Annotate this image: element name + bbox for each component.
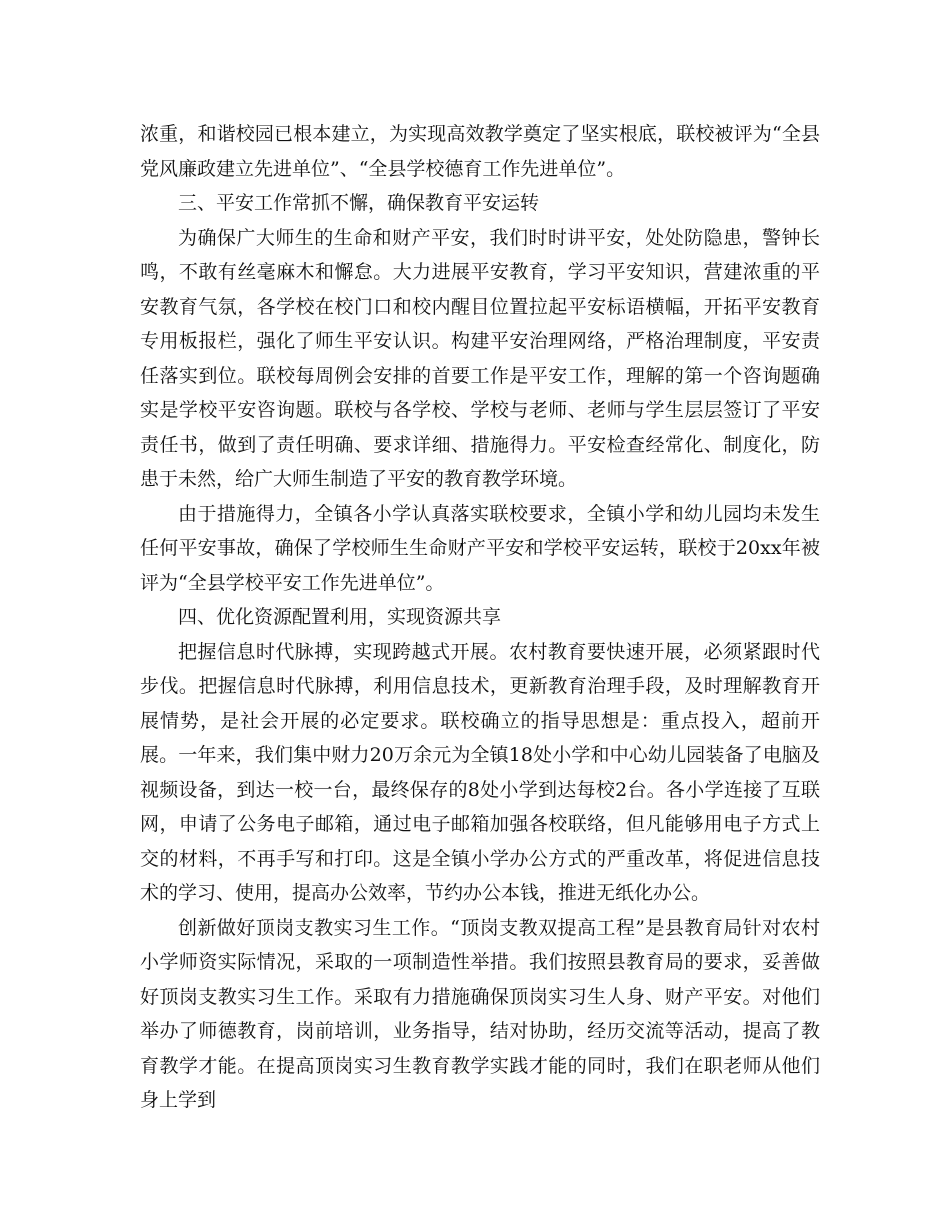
paragraph-5: 创新做好顶岗支教实习生工作。“顶岗支教双提高工程”是县教育局针对农村小学师资实际情况，采取的一项制造性举措。我们按照县教育局的要求，妥善做好顶岗支教实习生工作。采取有力措施确保顶岗实习生人身、财产平安。对他们举办了师德教育，岗前培训，业务指导，结对协助，经历交流等活动，提高了教育教学才能。在提高顶岗实习生教育教学实践才能的同时，我们在职老师从他们身上学到 [140,916,820,1111]
paragraph-3: 由于措施得力，全镇各小学认真落实联校要求，全镇小学和幼儿园均未发生任何平安事故，确保了学校师生生命财产平安和学校平安运转，联校于20xx年被评为“全县学校平安工作先进单位”。 [140,502,820,594]
paragraph-4: 把握信息时代脉搏，实现跨越式开展。农村教育要快速开展，必须紧跟时代步伐。把握信息时代脉搏，利用信息技术，更新教育治理手段，及时理解教育开展情势，是社会开展的必定要求。联校确立的指导思想是：重点投入，超前开展。一年来，我们集中财力20万余元为全镇18处小学和中心幼儿园装备了电脑及视频设备，到达一校一台，最终保存的8处小学到达每校2台。各小学连接了互联网，申请了公务电子邮箱，通过电子邮箱加强各校联络，但凡能够用电子方式上交的材料，不再手写和打印。这是全镇小学办公方式的严重改革，将促进信息技术的学习、使用，提高办公效率，节约办公本钱，推进无纸化办公。 [140,640,820,904]
paragraph-1: 浓重，和谐校园已根本建立，为实现高效教学奠定了坚实根底，联校被评为“全县党风廉政建立先进单位”、“全县学校德育工作先进单位”。 [140,123,820,180]
paragraph-2: 为确保广大师生的生命和财产平安，我们时时讲平安，处处防隐患，警钟长鸣，不敢有丝毫麻木和懈怠。大力进展平安教育，学习平安知识，营建浓重的平安教育气氛，各学校在校门口和校内醒目位置拉起平安标语横幅，开拓平安教育专用板报栏，强化了师生平安认识。构建平安治理网络，严格治理制度，平安责任落实到位。联校每周例会安排的首要工作是平安工作，理解的第一个咨询题确实是学校平安咨询题。联校与各学校、学校与老师、老师与学生层层签订了平安责任书，做到了责任明确、要求详细、措施得力。平安检查经常化、制度化，防患于未然，给广大师生制造了平安的教育教学环境。 [140,226,820,490]
document-body [140,117,820,1118]
section-heading-4: 四、优化资源配置利用，实现资源共享 [178,606,502,628]
section-heading-3: 三、平安工作常抓不懈，确保教育平安运转 [178,192,540,214]
